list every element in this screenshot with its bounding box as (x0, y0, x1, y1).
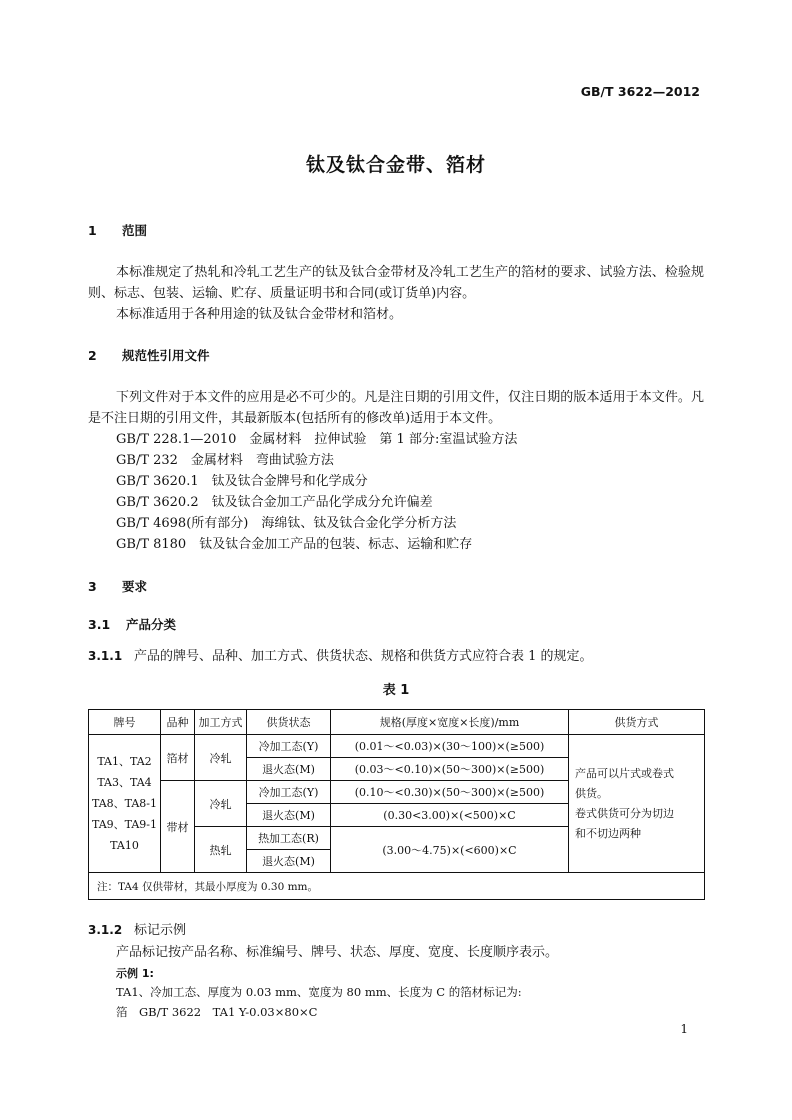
header-kind: 品种 (161, 710, 195, 735)
standard-number: GB/T 3622—2012 (580, 84, 700, 99)
section-3-heading (88, 577, 147, 595)
header-state: 供货状态 (247, 710, 331, 735)
reference-item: GB/T 3620.1 钛及钛合金牌号和化学成分 (116, 474, 368, 489)
supply-line: 产品可以片式或卷式 (575, 766, 674, 780)
reference-item: GB/T 228.1—2010 金属材料 拉伸试验 第 1 部分:室温试验方法 (116, 432, 518, 447)
scope-paragraph-1: 本标准规定了热轧和冷轧工艺生产的钛及钛合金带材及冷轧工艺生产的箔材的要求、试验方法、检验规则、标志、包装、运输、贮存、质量证明书和合同(或订货单)内容。 (88, 265, 704, 301)
product-classification-table (88, 709, 705, 900)
section-2-heading (88, 346, 210, 364)
spec-cell: (0.10～<0.30)×(50～300)×(≥500) (331, 781, 569, 804)
reference-list (116, 429, 517, 555)
document-title: 钛及钛合金带、箔材 (305, 154, 486, 176)
example-mark: 箔 GB/T 3622 TA1 Y-0.03×80×C (116, 1005, 318, 1019)
section-1-heading (88, 221, 147, 239)
scope-paragraph-2: 本标准适用于各种用途的钛及钛合金带材和箔材。 (116, 307, 403, 322)
grade-line: TA8、TA8-1 (91, 797, 158, 810)
section-number: 1 (88, 223, 97, 238)
section-number: 2 (88, 348, 97, 363)
supply-line: 供货。 (575, 786, 608, 800)
spec-cell: (3.00～4.75)×(<600)×C (331, 827, 569, 873)
header-grade: 牌号 (89, 710, 161, 735)
clause-text: 产品的牌号、品种、加工方式、供货状态、规格和供货方式应符合表 1 的规定。 (134, 649, 593, 664)
supply-line: 卷式供货可分为切边 (575, 806, 674, 820)
section-number: 3.1.2 (88, 923, 123, 937)
section-number: 3.1 (88, 617, 111, 632)
example-label: 示例 1: (116, 967, 154, 980)
process-hot: 热轧 (195, 827, 247, 873)
section-3-1-1 (88, 646, 593, 667)
spec-cell: (0.03～<0.10)×(50～300)×(≥500) (331, 758, 569, 781)
reference-item: GB/T 8180 钛及钛合金加工产品的包装、标志、运输和贮存 (116, 537, 473, 552)
state-cell: 热加工态(R) (247, 827, 331, 850)
grade-cell (89, 735, 161, 873)
process-cold: 冷轧 (195, 735, 247, 781)
section-title: 要求 (122, 579, 148, 594)
state-cell: 退火态(M) (247, 758, 331, 781)
spec-cell: (0.30<3.00)×(<500)×C (331, 804, 569, 827)
section-3-1-2-heading (88, 920, 186, 941)
section-number: 3.1.1 (88, 649, 123, 663)
header-spec: 规格(厚度×宽度×长度)/mm (331, 710, 569, 735)
header-supply: 供货方式 (569, 710, 705, 735)
grade-line: TA1、TA2 (97, 755, 152, 768)
state-cell: 退火态(M) (247, 850, 331, 873)
header-process: 加工方式 (195, 710, 247, 735)
section-number: 3 (88, 579, 97, 594)
reference-item: GB/T 232 金属材料 弯曲试验方法 (116, 453, 334, 468)
reference-item: GB/T 3620.2 钛及钛合金加工产品化学成分允许偏差 (116, 495, 433, 510)
supply-line: 和不切边两种 (575, 826, 641, 840)
section-title: 规范性引用文件 (122, 348, 210, 363)
marking-rule: 产品标记按产品名称、标准编号、牌号、状态、厚度、宽度、长度顺序表示。 (116, 945, 559, 960)
spec-cell: (0.01～<0.03)×(30～100)×(≥500) (331, 735, 569, 758)
table-note-row (89, 873, 705, 900)
grade-line: TA10 (110, 839, 139, 852)
table-header-row (89, 710, 705, 735)
references-intro: 下列文件对于本文件的应用是必不可少的。凡是注日期的引用文件，仅注日期的版本适用于本文件。凡是不注日期的引用文件，其最新版本(包括所有的修改单)适用于本文件。 (88, 390, 704, 426)
kind-foil: 箔材 (161, 735, 195, 781)
grade-line: TA3、TA4 (97, 776, 152, 789)
section-3-1-heading (88, 615, 176, 633)
table-note: 注：TA4 仅供带材，其最小厚度为 0.30 mm。 (89, 873, 705, 900)
state-cell: 退火态(M) (247, 804, 331, 827)
section-title: 产品分类 (126, 617, 177, 632)
table-row (89, 735, 705, 758)
page-number: 1 (680, 1022, 688, 1036)
process-cold: 冷轧 (195, 781, 247, 827)
section-title: 范围 (122, 223, 148, 238)
grade-line: TA9、TA9-1 (91, 818, 158, 831)
reference-item: GB/T 4698(所有部分) 海绵钛、钛及钛合金化学分析方法 (116, 516, 457, 531)
supply-cell (569, 735, 705, 873)
table-caption: 表 1 (382, 683, 410, 698)
state-cell: 冷加工态(Y) (247, 781, 331, 804)
state-cell: 冷加工态(Y) (247, 735, 331, 758)
section-title: 标记示例 (134, 923, 187, 938)
example-description: TA1、冷加工态、厚度为 0.03 mm、宽度为 80 mm、长度为 C 的箔材标记为: (116, 985, 522, 999)
kind-strip: 带材 (161, 781, 195, 873)
